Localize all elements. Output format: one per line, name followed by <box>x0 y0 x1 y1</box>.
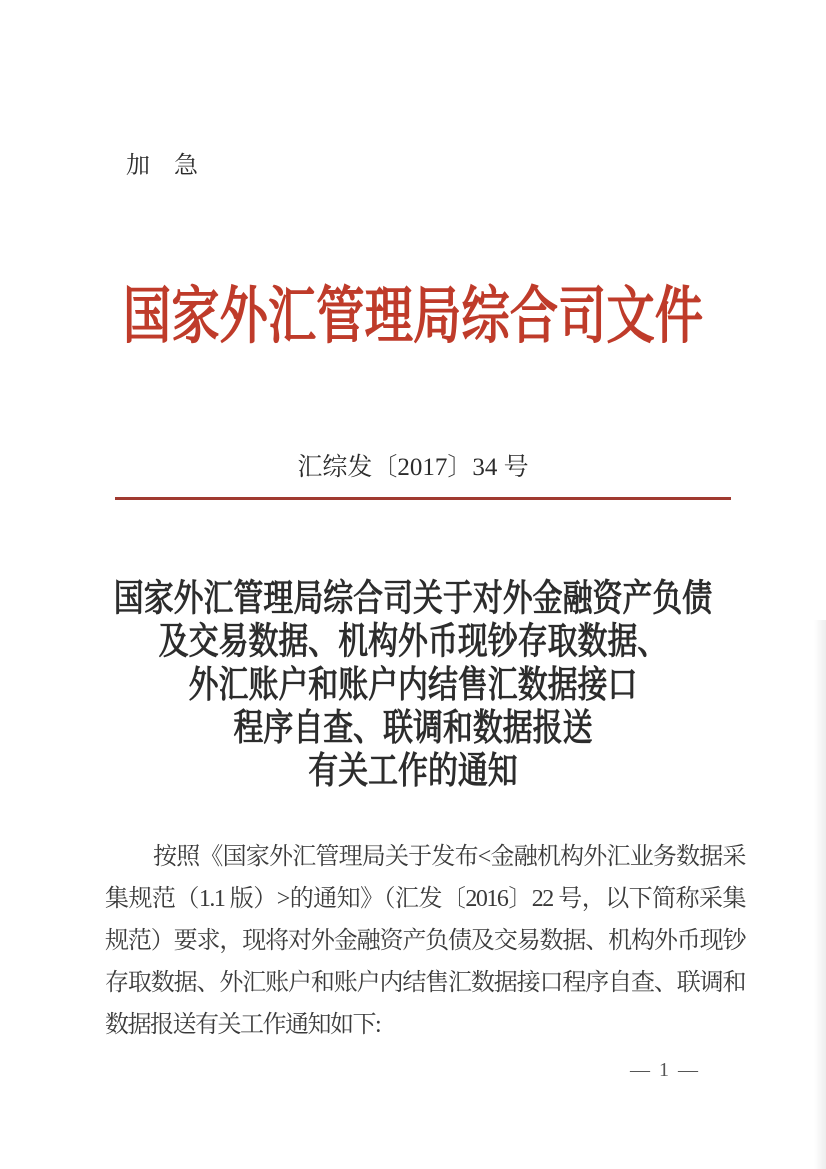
title-line: 有关工作的通知 <box>308 751 518 792</box>
body-line: 按照《国家外汇管理局关于发布<金融机构外汇业务数据采 <box>153 844 745 870</box>
body-paragraph <box>105 836 745 1046</box>
title-line: 程序自查、联调和数据报送 <box>233 708 593 749</box>
title-line: 外汇账户和账户内结售汇数据接口 <box>188 665 638 706</box>
title-line: 国家外汇管理局综合司关于对外金融资产负债 <box>113 579 713 620</box>
red-separator-line <box>115 497 731 500</box>
document-title <box>50 578 777 794</box>
agency-banner: 国家外汇管理局综合司文件 <box>122 283 704 351</box>
body-line: 存取数据、外汇账户和账户内结售汇数据接口程序自查、联调和 <box>105 970 745 996</box>
body-line: 规范）要求，现将对外金融资产负债及交易数据、机构外币现钞 <box>105 928 745 954</box>
title-line: 及交易数据、机构外币现钞存取数据、 <box>158 622 668 663</box>
scan-edge-shadow <box>814 620 826 1169</box>
body-line: 数据报送有关工作通知如下: <box>105 1012 381 1038</box>
urgent-stamp: 加 急 <box>126 153 198 179</box>
body-line: 集规范（1.1 版）>的通知》（汇发〔2016〕22 号，以下简称采集 <box>105 886 745 912</box>
page-number: — 1 — <box>630 1059 700 1081</box>
doc-number: 汇综发〔2017〕34 号 <box>297 454 529 481</box>
